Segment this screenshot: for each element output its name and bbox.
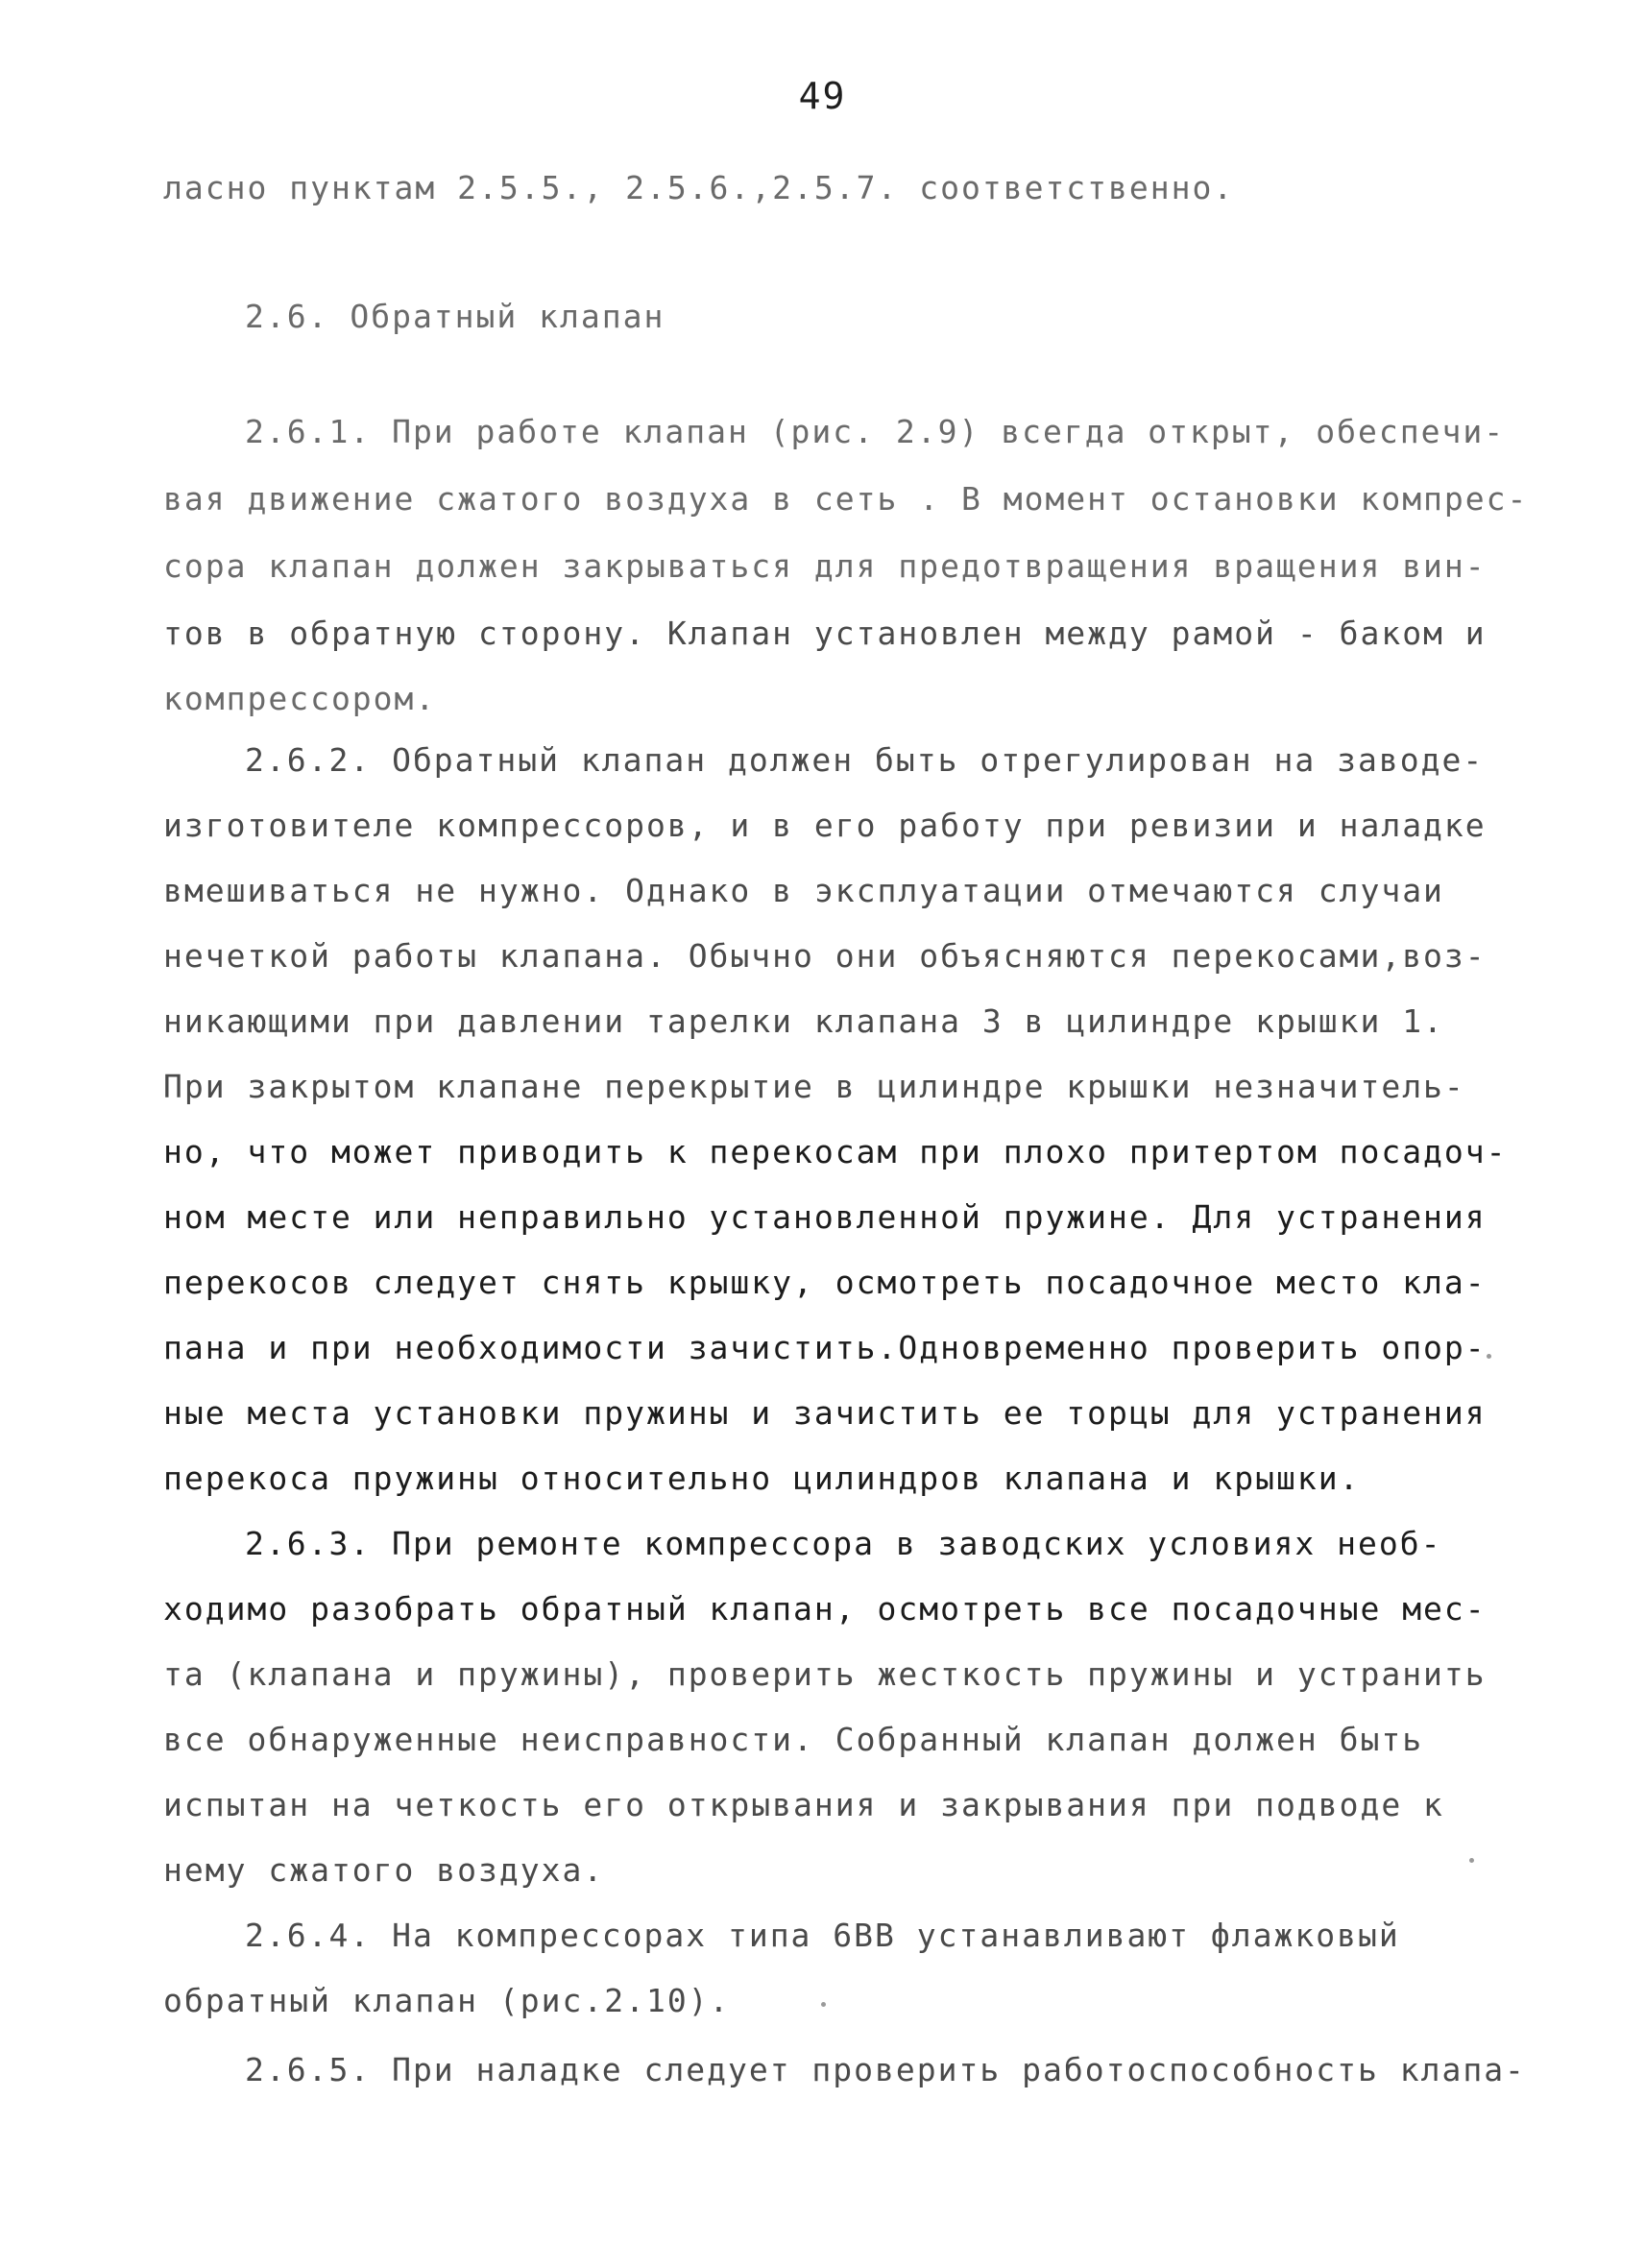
text-line: При закрытом клапане перекрытие в цилиндре крышки незначитель- (163, 1068, 1465, 1105)
text-line: ходимо разобрать обратный клапан, осмотреть все посадочные мес- (163, 1590, 1487, 1628)
text-line: вмешиваться не нужно. Однако в эксплуатации отмечаются случаи (163, 872, 1444, 909)
text-line: никающими при давлении тарелки клапана 3 в цилиндре крышки 1. (163, 1002, 1444, 1040)
text-line: нему сжатого воздуха. (163, 1851, 605, 1889)
page-number: 49 (798, 75, 847, 117)
text-line: ные места установки пружины и зачистить ее торцы для устранения (163, 1394, 1487, 1432)
text-line: тов в обратную сторону. Клапан установлен между рамой - баком и (163, 615, 1487, 652)
text-line: 2.6.3. При ремонте компрессора в заводских условиях необ- (245, 1525, 1442, 1562)
text-line: ном месте или неправильно установленной пружине. Для устранения (163, 1198, 1487, 1236)
text-line: перекоса пружины относительно цилиндров клапана и крышки. (163, 1460, 1361, 1497)
text-line: вая движение сжатого воздуха в сеть . В момент остановки компрес- (163, 480, 1529, 518)
scan-speck (1469, 1858, 1474, 1863)
text-line: но, что может приводить к перекосам при плохо притертом посадоч- (163, 1133, 1508, 1170)
text-line: перекосов следует снять крышку, осмотреть посадочное место кла- (163, 1264, 1487, 1301)
text-line: пана и при необходимости зачистить.Одновременно проверить опор- (163, 1329, 1487, 1366)
text-line: та (клапана и пружины), проверить жесткость пружины и устранить (163, 1655, 1487, 1693)
text-line: ласно пунктам 2.5.5., 2.5.6.,2.5.7. соответственно. (163, 169, 1235, 206)
text-line: компрессором. (163, 680, 437, 717)
text-line: сора клапан должен закрываться для предотвращения вращения вин- (163, 547, 1487, 585)
text-line: все обнаруженные неисправности. Собранный клапан должен быть (163, 1721, 1424, 1758)
text-line: обратный клапан (рис.2.10). (163, 1982, 731, 2019)
text-line: изготовителе компрессоров, и в его работу при ревизии и наладке (163, 807, 1487, 844)
scan-speck (1487, 1354, 1491, 1359)
scan-speck (821, 2002, 826, 2007)
text-line: испытан на четкость его открывания и закрывания при подводе к (163, 1786, 1444, 1823)
text-line: 2.6.1. При работе клапан (рис. 2.9) всегда открыт, обеспечи- (245, 413, 1506, 450)
text-line: 2.6.5. При наладке следует проверить работоспособность клапа- (245, 2051, 1526, 2088)
section-heading: 2.6. Обратный клапан (245, 298, 665, 335)
text-line: 2.6.2. Обратный клапан должен быть отрегулирован на заводе- (245, 741, 1485, 779)
text-line: 2.6.4. На компрессорах типа 6ВВ устанавливают флажковый (245, 1917, 1400, 1954)
text-line: нечеткой работы клапана. Обычно они объясняются перекосами,воз- (163, 937, 1487, 975)
